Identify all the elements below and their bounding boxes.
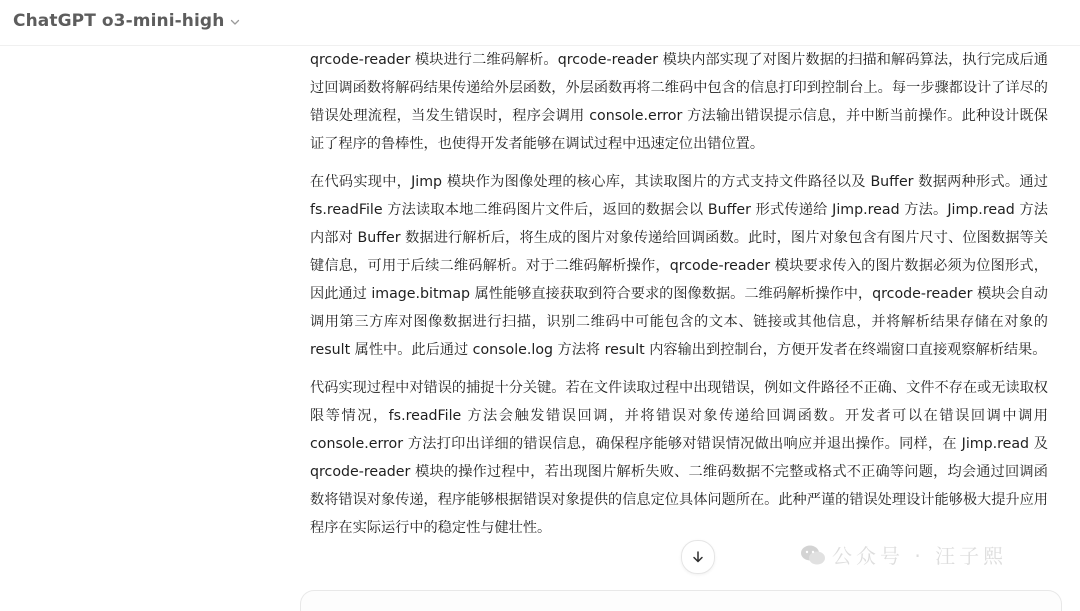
arrow-down-icon [691,550,705,564]
chevron-down-icon [230,17,240,27]
composer-edge [300,590,1062,611]
message-paragraph: 在代码实现中，Jimp 模块作为图像处理的核心库，其读取图片的方式支持文件路径以及 Buffer 数据两种形式。通过 fs.readFile 方法读取本地二维码图片文件后，返回的数据会以 Buffer 形式传递给 Jimp.read 方法。Jimp.read 方法内部对 Buffer 数据进行解析后，将生成的图片对象传递给回调函数。此时，图片对象包含有图片尺寸、位图数据等关键信息，可用于后续二维码解析。对于二维码解析操作，qrcode-reader 模块要求传入的图片数据必须为位图形式，因此通过 image.bitmap 属性能够直接获取到符合要求的图像数据。二维码解析操作中，qrcode-reader 模块会自动调用第三方库对图像数据进行扫描，识别二维码中可能包含的文本、链接或其他信息，并将解析结果存储在对象的 result 属性中。此后通过 console.log 方法将 result 内容输出到控制台，方便开发者在终端窗口直接观察解析结果。 [310,174,1048,358]
model-name: ChatGPT o3-mini-high [13,11,225,31]
wechat-icon [800,544,826,566]
model-selector[interactable] [13,11,240,31]
watermark-text: 公众号 · 汪子熙 [832,544,1008,568]
scroll-to-bottom-button[interactable] [681,540,715,574]
message-paragraph: 代码实现过程中对错误的捕捉十分关键。若在文件读取过程中出现错误，例如文件路径不正确、文件不存在或无读取权限等情况，fs.readFile 方法会触发错误回调，并将错误对象传递给回调函数。开发者可以在错误回调中调用 console.error 方法打印出详细的错误信息，确保程序能够对错误情况做出响应并退出操作。同样，在 Jimp.read 及 qrcode-reader 模块的操作过程中，若出现图片解析失败、二维码数据不完整或格式不正确等问题，均会通过回调函数将错误对象传递，程序能够根据错误对象提供的信息定位具体问题所在。此种严谨的错误处理设计能够极大提升应用程序在实际运行中的稳定性与健壮性。 [310,380,1048,536]
watermark [800,540,1007,569]
top-bar [0,0,1080,46]
message-paragraph: qrcode-reader 模块进行二维码解析。qrcode-reader 模块内部实现了对图片数据的扫描和解码算法，执行完成后通过回调函数将解码结果传递给外层函数，外层函数再将二维码中包含的信息打印到控制台上。每一步骤都设计了详尽的错误处理流程，当发生错误时，程序会调用 console.error 方法输出错误提示信息，并中断当前操作。此种设计既保证了程序的鲁棒性，也使得开发者能够在调试过程中迅速定位出错位置。 [310,52,1048,152]
assistant-message [310,46,1048,552]
